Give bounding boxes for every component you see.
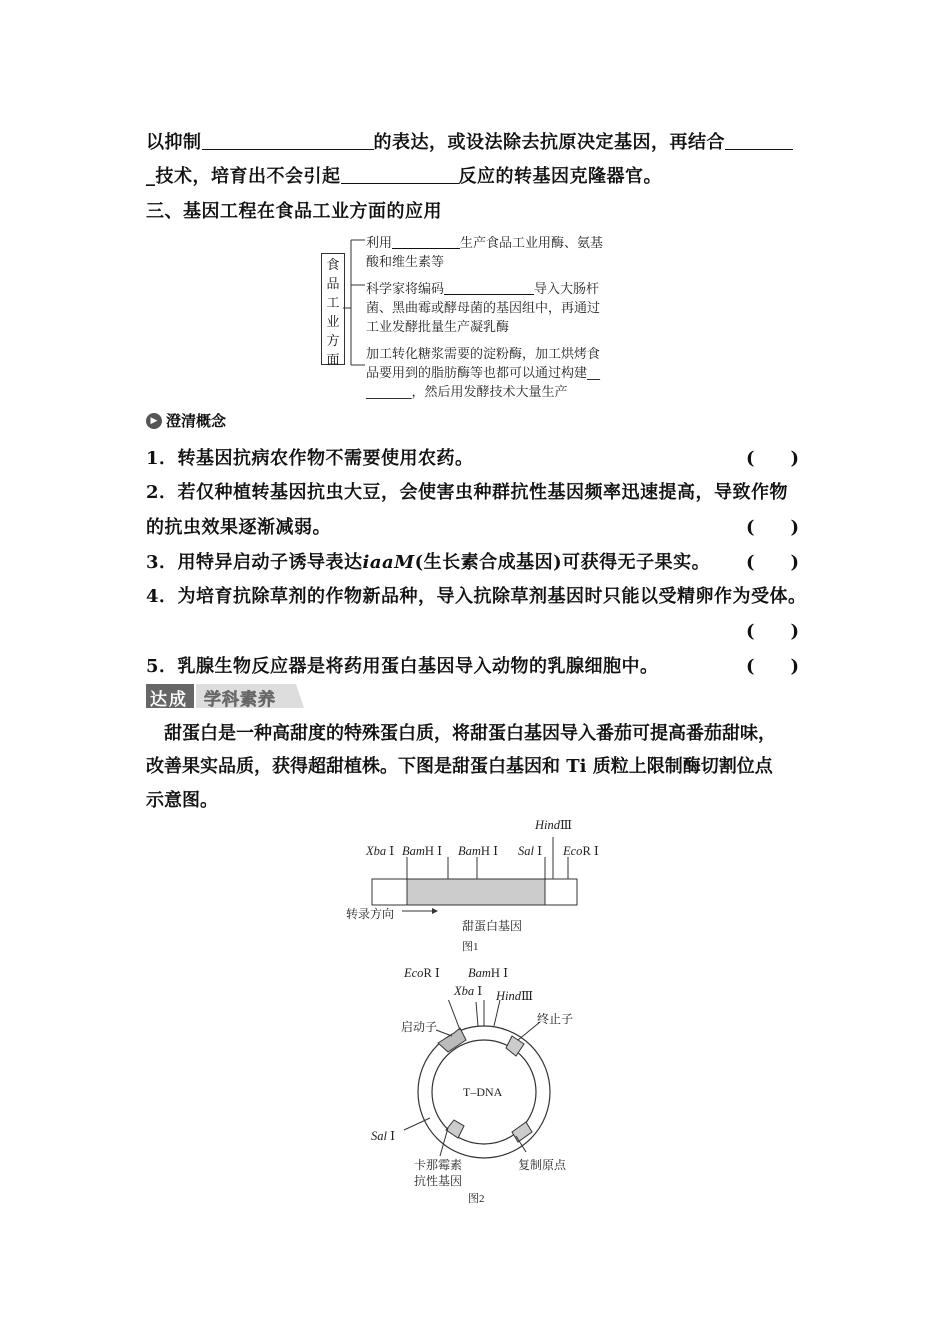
bracket-item-3b: 品要用到的脂肪酶等也都可以通过构建__	[366, 366, 601, 381]
fig2-tdna-label: T–DNA	[463, 1085, 503, 1099]
list-item: 的抗虫效果逐渐减弱。	[146, 517, 331, 538]
fig1-bam-label: BamH Ⅰ	[402, 844, 443, 858]
answer-paren[interactable]: ( )	[746, 552, 800, 573]
fig2-xba-label: Xba Ⅰ	[454, 984, 483, 998]
bracket-item-3: 加工转化糖浆需要的淀粉酶，加工烘烤食	[366, 347, 601, 362]
bracket-item-2c: 工业发酵批量生产凝乳酶	[366, 320, 510, 335]
bracket-item-1b: 酸和维生素等	[366, 255, 445, 270]
fig1-bam-label: BamH Ⅰ	[458, 844, 499, 858]
fig1-direction-label: 转录方向	[346, 907, 395, 921]
bracket-item-2: 科学家将编码 导入大肠杆	[366, 282, 600, 297]
fig2-eco-label: EcoR Ⅰ	[404, 966, 440, 980]
bracket-label-box: 食 品 工 业 方 面	[321, 253, 345, 365]
list-item: 4．为培育抗除草剂的作物新品种，导入抗除草剂基因时只能以受精卵作为受体。	[146, 586, 807, 607]
fig2-bam-label: BamH Ⅰ	[468, 966, 509, 980]
bracket-item-2b: 菌、黑曲霉或酵母菌的基因组中，再通过	[366, 301, 601, 316]
fig2-ori-label: 复制原点	[518, 1158, 567, 1172]
fig2-sal-label: Sal Ⅰ	[371, 1129, 396, 1143]
fig2-caption: 图2	[468, 1193, 485, 1205]
answer-paren[interactable]: ( )	[746, 656, 800, 677]
fig2-terminator-label: 终止子	[537, 1012, 574, 1026]
list-item: 3．用特异启动子诱导表达iaaM(生长素合成基因)可获得无子果实。	[146, 552, 711, 573]
section-heading: 三、基因工程在食品工业方面的应用	[146, 201, 442, 222]
text-line: _技术，培育出不会引起 反应的转基因克隆器官。	[146, 166, 662, 187]
fig1-hind-label: HindⅢ	[535, 818, 573, 832]
fig2-kan-label: 卡那霉素	[414, 1158, 463, 1172]
fig1-eco-label: EcoR Ⅰ	[563, 844, 599, 858]
fig1-gene-label: 甜蛋白基因	[462, 919, 523, 933]
bracket-item-1: 利用 生产食品工业用酶、氨基	[366, 236, 604, 251]
fig2-kan-label2: 抗性基因	[414, 1174, 463, 1188]
fig1-caption: 图1	[462, 941, 479, 953]
list-item: 5．乳腺生物反应器是将药用蛋白基因导入动物的乳腺细胞中。	[146, 656, 659, 677]
bracket-lines	[343, 235, 368, 375]
fig1-xba-label: Xba Ⅰ	[366, 844, 395, 858]
list-item: 1．转基因抗病农作物不需要使用农药。	[146, 448, 474, 469]
answer-paren[interactable]: ( )	[746, 517, 800, 538]
passage-line: 甜蛋白是一种高甜度的特殊蛋白质，将甜蛋白基因导入番茄可提高番茄甜味，	[164, 723, 776, 744]
answer-paren[interactable]: ( )	[746, 621, 800, 642]
answer-paren[interactable]: ( )	[746, 448, 800, 469]
list-item: 2．若仅种植转基因抗虫大豆，会使害虫种群抗性基因频率迅速提高，导致作物	[146, 482, 789, 503]
passage-line: 改善果实品质，获得超甜植株。下图是甜蛋白基因和 Ti 质粒上限制酶切割位点	[146, 756, 773, 777]
fig1-sal-label: Sal Ⅰ	[518, 844, 543, 858]
fig2-hind-label: HindⅢ	[496, 989, 534, 1003]
clarify-badge: ▶ 澄清概念	[146, 410, 226, 431]
passage-line: 示意图。	[146, 790, 218, 811]
section-banner: 达成 学科素养	[146, 684, 304, 708]
fig2-promoter-label: 启动子	[401, 1020, 438, 1034]
text-line: 以抑制 的表达，或设法除去抗原决定基因，再结合	[146, 128, 793, 154]
play-icon: ▶	[146, 413, 162, 429]
bracket-item-3c: _______，然后用发酵技术大量生产	[366, 385, 568, 400]
